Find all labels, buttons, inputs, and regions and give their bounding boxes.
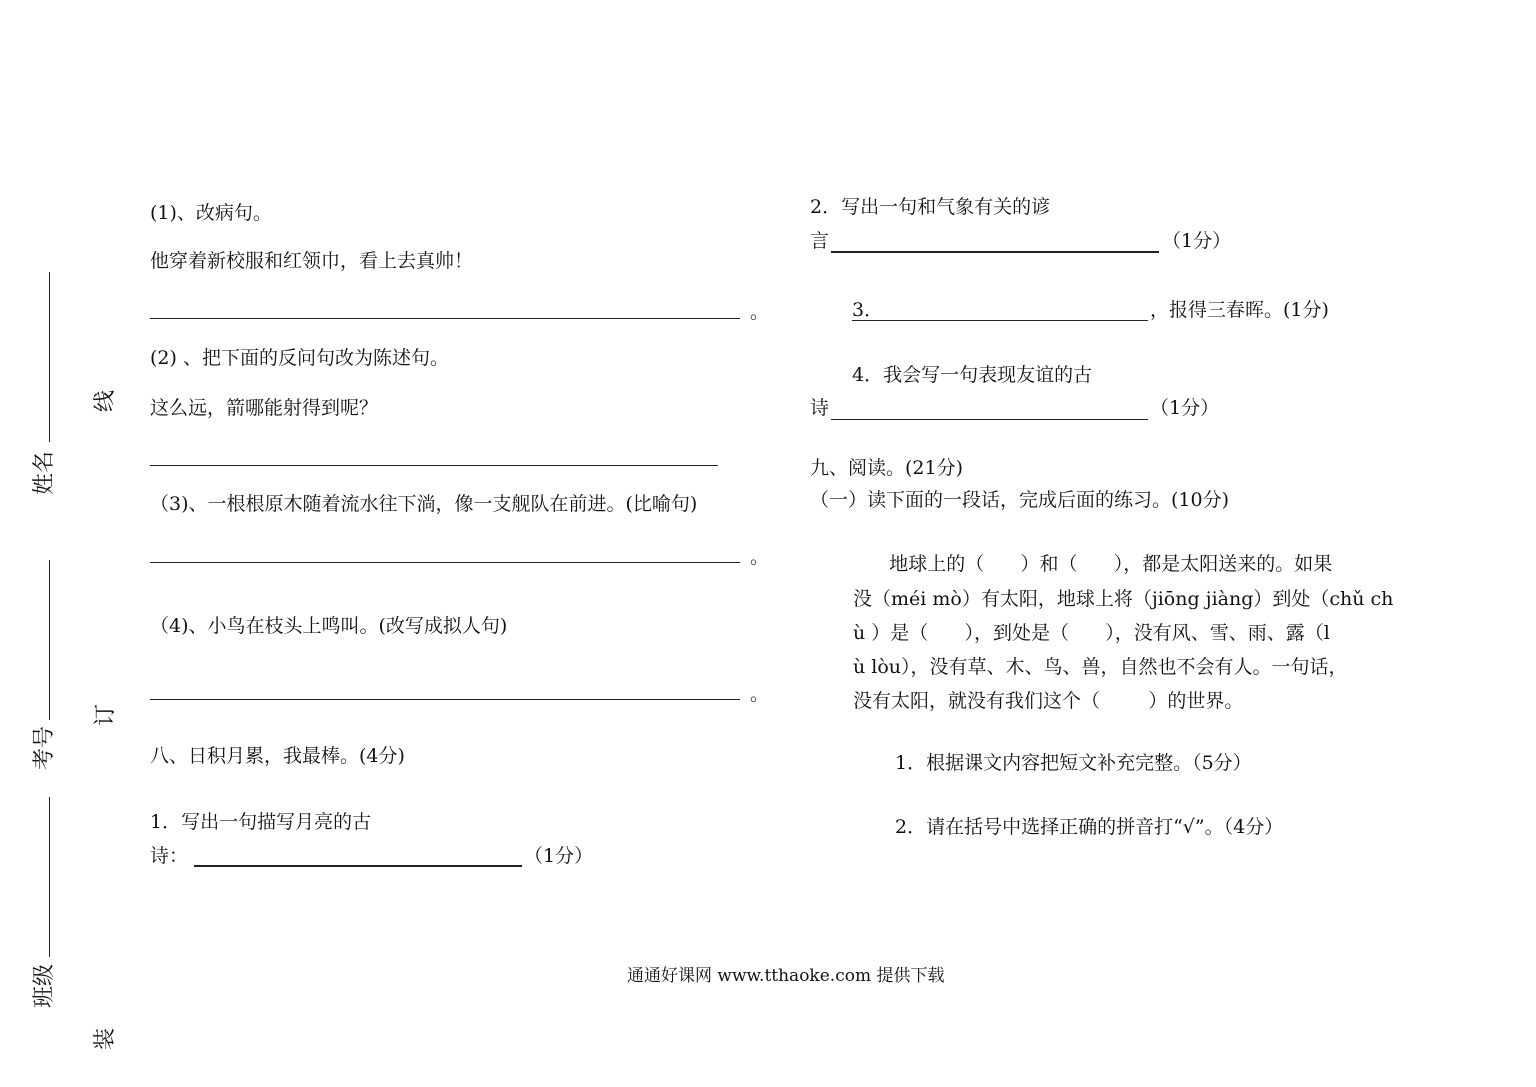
class-line bbox=[49, 797, 50, 957]
q4-answer-line bbox=[150, 699, 740, 700]
name-label: 姓名 bbox=[32, 450, 57, 495]
s8-q2-text: 2．写出一句和气象有关的谚 bbox=[810, 196, 1051, 218]
q3-title: （3)、一根根原木随着流水往下淌，像一支舰队在前进。(比喻句) bbox=[150, 493, 698, 515]
section-9-title: 九、阅读。(21分) bbox=[810, 457, 964, 479]
reading-passage-line-1: 地球上的（ ）和（ ），都是太阳送来的。如果 bbox=[853, 553, 1333, 575]
binding-staple-char: 订 bbox=[93, 703, 118, 726]
s8-q4-prefix: 诗 bbox=[810, 397, 830, 419]
s8-q1-answer-line bbox=[194, 865, 522, 867]
q2-sentence: 这么远，箭哪能射得到呢？ bbox=[150, 397, 379, 419]
s8-q4-answer-line bbox=[831, 419, 1148, 420]
footer-credit: 通通好课网 www.tthaoke.com 提供下载 bbox=[627, 966, 945, 986]
s8-q2-answer-line bbox=[831, 251, 1159, 253]
reading-passage-line-5: 没有太阳，就没有我们这个（ ）的世界。 bbox=[853, 690, 1244, 712]
s8-q4-text: 4．我会写一句表现友谊的古 bbox=[852, 364, 1093, 386]
s8-q1-prefix: 诗： bbox=[150, 845, 189, 867]
q1-period: 。 bbox=[750, 301, 770, 323]
q3-answer-line bbox=[150, 562, 740, 563]
s8-q1-text: 1．写出一句描写月亮的古 bbox=[150, 811, 372, 833]
s8-q2-prefix: 言 bbox=[810, 230, 830, 252]
exam-number-line bbox=[49, 560, 50, 720]
q1-answer-line bbox=[150, 318, 740, 319]
s8-q3-answer-line bbox=[852, 320, 1148, 321]
binding-line-char: 线 bbox=[93, 389, 118, 412]
s9-question-2: 2．请在括号中选择正确的拼音打“√”。（4分） bbox=[895, 816, 1284, 838]
section-8-title: 八、日积月累，我最棒。(4分) bbox=[150, 745, 405, 767]
q3-period: 。 bbox=[750, 546, 770, 568]
reading-passage-line-2: 没（méi mò）有太阳，地球上将（jiōng jiàng）到处（chǔ ch bbox=[853, 588, 1394, 610]
s9-question-1: 1．根据课文内容把短文补充完整。（5分） bbox=[895, 752, 1252, 774]
s8-q4-score: （1分） bbox=[1150, 397, 1220, 419]
s8-q1-score: （1分） bbox=[524, 845, 594, 867]
reading-passage-line-4: ù lòu），没有草、木、鸟、兽，自然也不会有人。一句话， bbox=[853, 656, 1348, 678]
reading-passage-line-3: ù ）是（ ），到处是（ ），没有风、雪、雨、露（l bbox=[853, 622, 1330, 644]
exam-number-label: 考号 bbox=[32, 725, 57, 770]
q2-answer-line bbox=[150, 465, 718, 466]
binding-bind-char: 装 bbox=[93, 1027, 118, 1050]
class-label: 班级 bbox=[32, 963, 57, 1008]
s8-q3-number: 3． bbox=[852, 299, 884, 321]
q4-title: （4)、小鸟在枝头上鸣叫。(改写成拟人句) bbox=[150, 615, 508, 637]
q1-title: (1)、改病句。 bbox=[150, 202, 272, 224]
q2-title: (2) 、把下面的反问句改为陈述句。 bbox=[150, 347, 449, 369]
s8-q3-suffix: ，报得三春晖。(1分) bbox=[1150, 299, 1329, 321]
s8-q2-score: （1分） bbox=[1162, 230, 1232, 252]
q4-period: 。 bbox=[750, 683, 770, 705]
name-line bbox=[49, 272, 50, 442]
q1-sentence: 他穿着新校服和红领巾，看上去真帅！ bbox=[150, 250, 474, 272]
section-9-part-1: （一）读下面的一段话，完成后面的练习。(10分) bbox=[810, 489, 1230, 511]
